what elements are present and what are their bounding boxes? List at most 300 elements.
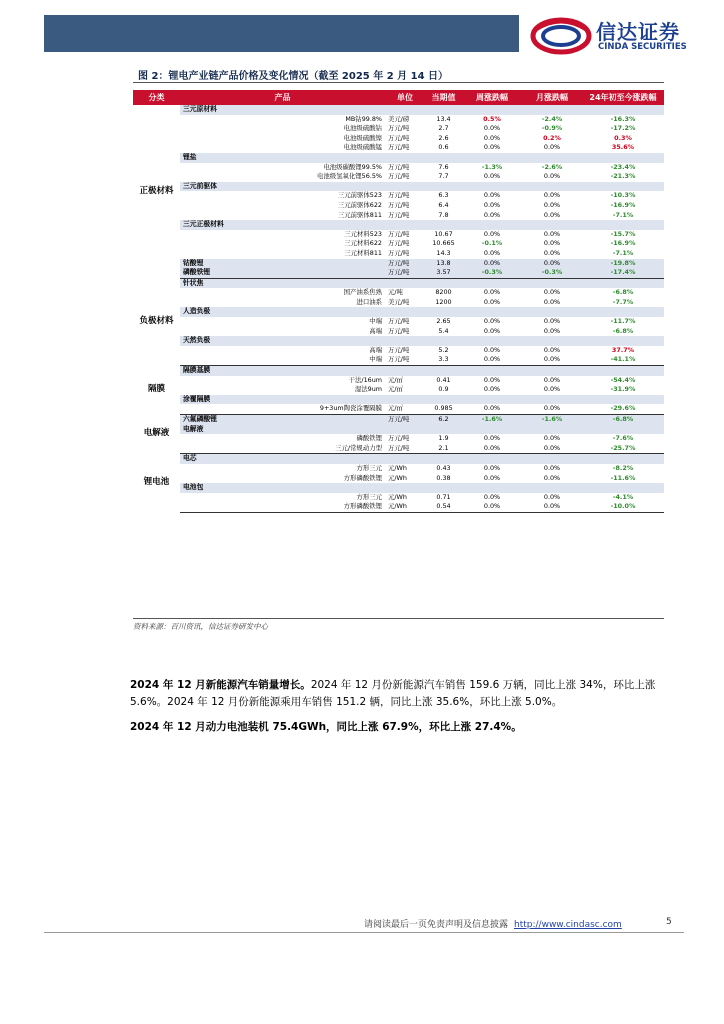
paragraph-ev-sales — [130, 677, 690, 711]
ytd-change: -29.6% — [582, 404, 664, 414]
ytd-change: -7.1% — [612, 210, 634, 219]
value-cell: 2.1 — [425, 444, 462, 454]
ytd-change: -31.9% — [610, 385, 636, 394]
product-cell: 方形三元 — [356, 463, 382, 472]
section-fill — [522, 336, 582, 346]
monthly-change: -1.6% — [522, 415, 582, 425]
section-fill — [425, 454, 462, 464]
column-header: 周涨跌幅 — [462, 90, 522, 105]
ytd-change: -17.2% — [610, 124, 636, 133]
unit-cell: 万元/吨 — [388, 239, 410, 248]
ytd-change: -16.3% — [610, 114, 636, 123]
section-fill — [385, 307, 425, 317]
product-cell: 方形磷酸铁锂 — [180, 502, 385, 512]
weekly-change: 0.0% — [483, 229, 501, 238]
unit-cell: 元/㎡ — [388, 385, 403, 394]
table-row — [133, 317, 664, 327]
weekly-change: 0.0% — [483, 210, 501, 219]
table-row — [133, 288, 664, 298]
monthly-change: 0.0% — [543, 297, 561, 306]
value-cell: 0.38 — [436, 473, 451, 482]
table-row — [133, 376, 664, 386]
section-fill — [462, 307, 522, 317]
section-fill — [522, 182, 582, 192]
ytd-change: -6.8% — [582, 415, 664, 425]
monthly-change: 0.0% — [543, 191, 561, 200]
ytd-change: -10.0% — [582, 502, 664, 512]
ytd-change: -15.7% — [610, 229, 636, 238]
product-cell: 磷酸铁锂 — [356, 434, 382, 443]
monthly-change: -2.6% — [541, 162, 563, 171]
unit-cell: 万元/吨 — [388, 210, 410, 219]
table-row — [133, 327, 664, 337]
unit-cell: 万元/吨 — [388, 248, 410, 257]
unit-cell: 万元/吨 — [388, 434, 410, 443]
table-row — [133, 230, 664, 240]
weekly-change: -1.3% — [481, 162, 503, 171]
value-cell: 3.57 — [425, 268, 462, 278]
unit-cell: 万元/吨 — [385, 355, 425, 365]
monthly-change: 0.0% — [543, 248, 561, 257]
table-row — [133, 124, 664, 134]
table-row — [133, 134, 664, 144]
section-fill — [462, 105, 522, 115]
weekly-change: 0.0% — [462, 404, 522, 414]
table-row — [133, 355, 664, 365]
page-number: 5 — [666, 917, 672, 927]
value-cell: 8200 — [435, 288, 452, 297]
product-cell: 电池级硫酸锰 — [343, 143, 382, 152]
section-fill — [462, 395, 522, 405]
monthly-change: -0.3% — [522, 268, 582, 278]
section-fill — [522, 105, 582, 115]
section-fill — [385, 336, 425, 346]
value-cell: 1200 — [435, 297, 452, 306]
weekly-change: 0.0% — [483, 124, 501, 133]
section-row — [133, 153, 664, 163]
unit-cell: 元/Wh — [388, 492, 407, 501]
monthly-change: 0.0% — [543, 473, 561, 482]
table-row — [133, 502, 664, 512]
unit-cell: 万元/吨 — [388, 345, 410, 354]
section-name: 电芯 — [180, 454, 385, 464]
value-cell: 0.43 — [436, 463, 451, 472]
product-cell: 电池级硫酸钴 — [343, 124, 382, 133]
value-cell: 0.9 — [438, 385, 449, 394]
column-header: 产品 — [180, 90, 385, 105]
section-fill — [425, 395, 462, 405]
ytd-change: -11.6% — [610, 473, 636, 482]
figure-title: 图 2：锂电产业链产品价格及变化情况（截至 2025 年 2 月 14 日） — [138, 71, 449, 82]
monthly-change: 0.0% — [543, 345, 561, 354]
section-name: 涂覆隔膜 — [180, 395, 385, 405]
section-row — [133, 425, 664, 435]
ytd-change: -23.4% — [610, 162, 636, 171]
value-cell: 1.9 — [438, 434, 449, 443]
category-cell: 正极材料 — [133, 105, 180, 278]
monthly-change: 0.0% — [543, 463, 561, 472]
table-header-row — [133, 90, 664, 105]
section-fill — [522, 307, 582, 317]
section-name: 三元前驱体 — [180, 182, 385, 192]
logo-text-en: CINDA SECURITIES — [598, 42, 687, 52]
section-fill — [425, 153, 462, 163]
disclaimer-notice: 请阅读最后一页免责声明及信息披露 — [364, 920, 509, 930]
monthly-change: 0.0% — [543, 288, 561, 297]
weekly-change: 0.0% — [483, 288, 501, 297]
monthly-change: 0.0% — [543, 385, 561, 394]
column-header: 24年初至今涨跌幅 — [582, 90, 664, 105]
section-row — [133, 454, 664, 464]
value-cell: 3.3 — [425, 355, 462, 365]
section-fill — [522, 483, 582, 493]
product-cell: 高端 — [369, 345, 382, 354]
weekly-change: 0.0% — [483, 473, 501, 482]
monthly-change: 0.0% — [522, 444, 582, 454]
category-cell: 电解液 — [133, 415, 180, 454]
weekly-change: -1.6% — [462, 415, 522, 425]
weekly-change: 0.0% — [483, 375, 501, 384]
section-fill — [462, 336, 522, 346]
value-cell: 7.7 — [438, 172, 449, 181]
weekly-change: 0.0% — [483, 492, 501, 501]
section-row — [133, 259, 664, 269]
product-cell: 国产油系焦熟 — [343, 288, 382, 297]
value-cell: 10.665 — [432, 239, 455, 248]
section-row — [133, 307, 664, 317]
section-name: 电池包 — [180, 483, 385, 493]
unit-cell: 万元/吨 — [388, 162, 410, 171]
value-cell: 2.65 — [436, 317, 451, 326]
section-fill — [522, 395, 582, 405]
section-row — [133, 278, 664, 288]
section-fill — [582, 395, 664, 405]
value-cell: 0.985 — [425, 404, 462, 414]
ytd-change: -7.7% — [612, 297, 634, 306]
monthly-change: 0.0% — [543, 434, 561, 443]
value-cell: 7.6 — [438, 162, 449, 171]
ytd-change: -16.9% — [610, 239, 636, 248]
paragraph-ev-sales-lead: 2024 年 12 月新能源汽车销量增长。 — [130, 679, 311, 691]
table-row — [133, 249, 664, 259]
section-fill — [582, 105, 664, 115]
section-row — [133, 415, 664, 425]
section-fill — [462, 182, 522, 192]
weekly-change: 0.0% — [462, 355, 522, 365]
section-name: 隔膜基膜 — [180, 366, 385, 376]
section-fill — [425, 220, 462, 230]
unit-cell: 万元/吨 — [385, 259, 425, 269]
table-row — [133, 404, 664, 414]
category-cell: 锂电池 — [133, 454, 180, 513]
value-cell: 14.3 — [436, 248, 451, 257]
monthly-change: -0.9% — [541, 124, 563, 133]
section-fill — [462, 366, 522, 376]
product-cell: 干法/16um — [348, 375, 382, 384]
section-name: 锂盐 — [180, 153, 385, 163]
category-cell: 负极材料 — [133, 278, 180, 365]
company-logo — [530, 12, 710, 58]
unit-cell: 万元/吨 — [388, 229, 410, 238]
table-row — [133, 191, 664, 201]
website-link[interactable]: http://www.cindasc.com — [514, 920, 622, 930]
weekly-change: 0.0% — [462, 444, 522, 454]
unit-cell: 元/Wh — [385, 502, 425, 512]
weekly-change: 0.0% — [483, 326, 501, 335]
ytd-change: 37.7% — [611, 345, 635, 354]
weekly-change: 0.0% — [483, 317, 501, 326]
table-row — [133, 434, 664, 444]
section-fill — [385, 395, 425, 405]
section-fill — [425, 105, 462, 115]
section-fill — [582, 307, 664, 317]
section-fill — [462, 220, 522, 230]
product-cell: 中端 — [180, 355, 385, 365]
value-cell: 6.3 — [438, 191, 449, 200]
column-header: 单位 — [385, 90, 425, 105]
section-fill — [522, 278, 582, 288]
section-row — [133, 336, 664, 346]
price-table — [133, 90, 664, 513]
section-row — [133, 105, 664, 115]
table-row — [133, 172, 664, 182]
section-fill — [582, 366, 664, 376]
section-fill — [385, 278, 425, 288]
weekly-change: 0.0% — [483, 297, 501, 306]
unit-cell: 万元/吨 — [385, 415, 425, 425]
table-row — [133, 298, 664, 308]
section-fill — [522, 425, 582, 435]
column-header: 分类 — [133, 90, 180, 105]
section-fill — [462, 454, 522, 464]
paragraph-battery-install — [130, 719, 690, 736]
ytd-change: -4.1% — [612, 492, 634, 501]
monthly-change: -2.4% — [541, 114, 563, 123]
value-cell: 0.41 — [436, 375, 451, 384]
table-row — [133, 474, 664, 484]
unit-cell: 元/Wh — [388, 463, 407, 472]
monthly-change: 0.0% — [543, 210, 561, 219]
unit-cell: 美元/吨 — [388, 297, 410, 306]
column-header: 月涨跌幅 — [522, 90, 582, 105]
weekly-change: 0.0% — [483, 200, 501, 209]
section-fill — [582, 425, 664, 435]
value-cell: 5.4 — [438, 326, 449, 335]
value-cell: 0.71 — [436, 492, 451, 501]
section-fill — [385, 366, 425, 376]
value-cell: 2.7 — [438, 124, 449, 133]
unit-cell: 元/吨 — [388, 288, 403, 297]
table-row — [133, 493, 664, 503]
monthly-change: 0.0% — [522, 259, 582, 269]
ytd-change: -41.1% — [582, 355, 664, 365]
value-cell: 13.4 — [436, 114, 451, 123]
weekly-change: 0.0% — [483, 345, 501, 354]
unit-cell: 万元/吨 — [388, 143, 410, 152]
section-name: 六氟磷酸锂 — [180, 415, 385, 425]
weekly-change: 0.0% — [483, 133, 501, 142]
ytd-change: -7.1% — [612, 248, 634, 257]
product-cell: 进口油系 — [356, 297, 382, 306]
section-fill — [582, 336, 664, 346]
value-cell: 6.2 — [425, 415, 462, 425]
weekly-change: 0.0% — [483, 248, 501, 257]
section-fill — [425, 366, 462, 376]
weekly-change: 0.0% — [483, 463, 501, 472]
product-cell: 电池级氢氧化锂56.5% — [316, 172, 382, 181]
section-name: 三元正极材料 — [180, 220, 385, 230]
weekly-change: 0.0% — [483, 191, 501, 200]
section-fill — [385, 153, 425, 163]
monthly-change: 0.0% — [543, 326, 561, 335]
value-cell: 13.8 — [425, 259, 462, 269]
value-cell: 10.67 — [434, 229, 453, 238]
section-fill — [425, 425, 462, 435]
unit-cell: 美元/磅 — [388, 114, 410, 123]
unit-cell: 万元/吨 — [388, 124, 410, 133]
weekly-change: 0.0% — [483, 434, 501, 443]
source-rule — [133, 618, 664, 619]
monthly-change: 0.0% — [543, 172, 561, 181]
product-cell: 9+3um陶瓷涂覆隔膜 — [180, 404, 385, 414]
section-fill — [522, 153, 582, 163]
table-row — [133, 464, 664, 474]
unit-cell: 元/Wh — [388, 473, 407, 482]
section-fill — [425, 336, 462, 346]
section-fill — [385, 105, 425, 115]
ytd-change: -10.3% — [610, 191, 636, 200]
table-row — [133, 444, 664, 454]
section-fill — [425, 278, 462, 288]
ytd-change: 0.3% — [614, 133, 632, 142]
section-name: 人造负极 — [180, 307, 385, 317]
product-cell: 电池级碳酸锂99.5% — [323, 162, 382, 171]
product-cell: 三元材料811 — [344, 248, 382, 257]
monthly-change: 0.0% — [522, 355, 582, 365]
table-row — [133, 239, 664, 249]
unit-cell: 元/㎡ — [385, 404, 425, 414]
unit-cell: 万元/吨 — [388, 200, 410, 209]
unit-cell: 万元/吨 — [388, 317, 410, 326]
product-cell: 电池级硫酸镍 — [343, 133, 382, 142]
monthly-change: 0.0% — [543, 492, 561, 501]
product-cell: MB钴99.8% — [345, 114, 382, 123]
weekly-change: 0.0% — [483, 143, 501, 152]
monthly-change: 0.2% — [543, 133, 561, 142]
table-row — [133, 115, 664, 125]
ytd-change: -6.8% — [612, 326, 634, 335]
value-cell: 0.54 — [425, 502, 462, 512]
section-fill — [582, 454, 664, 464]
unit-cell: 元/㎡ — [388, 375, 403, 384]
section-row — [133, 395, 664, 405]
product-cell: 方形磷酸铁锂 — [343, 473, 382, 482]
value-cell: 2.6 — [438, 133, 449, 142]
ytd-change: -11.7% — [610, 317, 636, 326]
value-cell: 0.6 — [438, 143, 449, 152]
ytd-change: -7.6% — [612, 434, 634, 443]
logo-text-cn: 信达证券 — [596, 20, 680, 44]
section-fill — [385, 454, 425, 464]
footer-text — [364, 917, 622, 930]
product-cell: 三元前驱体523 — [337, 191, 382, 200]
monthly-change: 0.0% — [522, 502, 582, 512]
section-fill — [462, 153, 522, 163]
weekly-change: 0.0% — [483, 385, 501, 394]
monthly-change: 0.0% — [522, 404, 582, 414]
ytd-change: -8.2% — [612, 463, 634, 472]
product-cell: 湿法9um — [354, 385, 382, 394]
weekly-change: 0.5% — [483, 114, 501, 123]
product-cell: 中端 — [369, 317, 382, 326]
section-fill — [385, 220, 425, 230]
ytd-change: -21.3% — [610, 172, 636, 181]
product-cell: 三元材料523 — [344, 229, 382, 238]
product-cell: 三元前驱体622 — [337, 200, 382, 209]
cinda-logo-icon — [530, 12, 592, 56]
section-name: 钴酸锂 — [180, 259, 385, 269]
section-name: 电解液 — [180, 425, 385, 435]
ytd-change: -16.9% — [610, 200, 636, 209]
header-bar — [44, 15, 519, 52]
monthly-change: 0.0% — [543, 375, 561, 384]
column-header: 当期值 — [425, 90, 462, 105]
section-row — [133, 268, 664, 278]
section-row — [133, 366, 664, 376]
section-fill — [425, 483, 462, 493]
ytd-change: -6.8% — [612, 288, 634, 297]
ytd-change: -25.7% — [582, 444, 664, 454]
section-name: 针状焦 — [180, 278, 385, 288]
product-cell: 三元前驱体811 — [337, 210, 382, 219]
section-fill — [385, 182, 425, 192]
unit-cell: 万元/吨 — [385, 268, 425, 278]
paragraph-ev-sales-body: 2024 年 12 月份新能源汽车销售 159.6 万辆，同比上涨 34%，环比上涨 5.6%。2024 年 12 月份新能源乘用车销售 151.2 辆，同比上涨 35.6%，环比上涨 5.0%。 — [130, 679, 656, 708]
unit-cell: 万元/吨 — [388, 191, 410, 200]
table-row — [133, 143, 664, 153]
weekly-change: -0.1% — [481, 239, 503, 248]
section-row — [133, 483, 664, 493]
ytd-change: -54.4% — [610, 375, 636, 384]
product-cell: 高端 — [369, 326, 382, 335]
table-row — [133, 211, 664, 221]
unit-cell: 万元/吨 — [388, 133, 410, 142]
unit-cell: 万元/吨 — [385, 444, 425, 454]
unit-cell: 万元/吨 — [388, 326, 410, 335]
section-name: 磷酸铁锂 — [180, 268, 385, 278]
section-name: 三元原材料 — [180, 105, 385, 115]
source-note: 资料来源：百川资讯，信达证券研发中心 — [133, 622, 268, 631]
section-fill — [385, 483, 425, 493]
table-row — [133, 163, 664, 173]
table-row — [133, 201, 664, 211]
section-fill — [425, 182, 462, 192]
unit-cell: 万元/吨 — [388, 172, 410, 181]
footer-rule — [44, 932, 684, 933]
weekly-change: -0.3% — [462, 268, 522, 278]
section-fill — [522, 220, 582, 230]
figure-rule — [133, 82, 664, 83]
table-row — [133, 385, 664, 395]
section-row — [133, 220, 664, 230]
category-cell: 隔膜 — [133, 366, 180, 415]
monthly-change: 0.0% — [543, 239, 561, 248]
section-fill — [462, 483, 522, 493]
weekly-change: 0.0% — [483, 172, 501, 181]
section-fill — [582, 153, 664, 163]
monthly-change: 0.0% — [543, 317, 561, 326]
paragraph-battery-install-lead: 2024 年 12 月动力电池装机 75.4GWh，同比上涨 67.9%，环比上涨 27.4%。 — [130, 721, 522, 733]
